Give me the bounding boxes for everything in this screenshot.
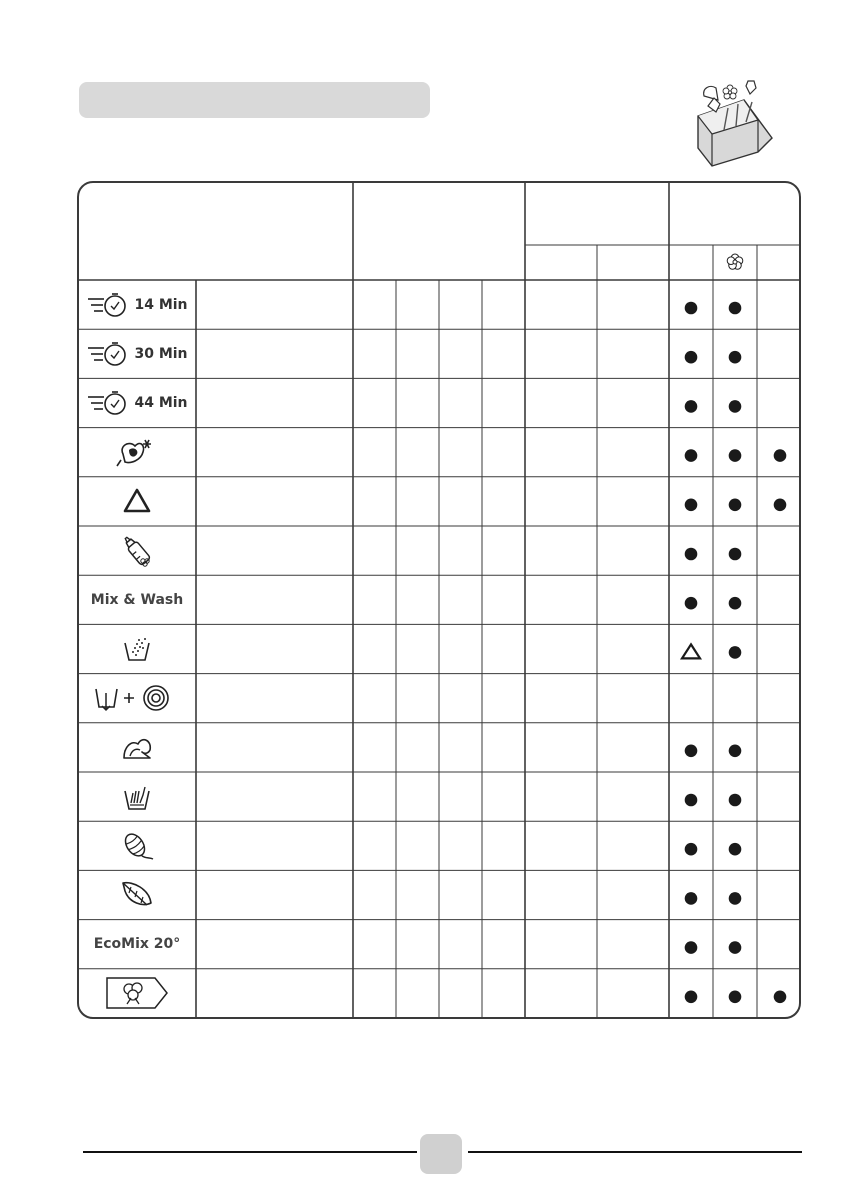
dosage-dot (729, 597, 742, 610)
dosage-dot (685, 794, 698, 807)
program-row-icon (79, 624, 195, 673)
program-row-icon (79, 920, 195, 969)
drain-spin-icon (92, 683, 182, 713)
dosage-dot (685, 745, 698, 758)
dosage-dot (729, 548, 742, 561)
quick-30-min-icon (86, 340, 130, 368)
quick-14-min-icon (86, 291, 130, 319)
dosage-dot (685, 351, 698, 364)
dosage-dot (729, 941, 742, 954)
program-row-icon (79, 870, 195, 919)
dosage-dot (729, 745, 742, 758)
dosage-dot (685, 941, 698, 954)
triangle-program-icon (122, 487, 152, 515)
detergent-drawer-icon (688, 78, 778, 170)
dosage-dot (729, 499, 742, 512)
page-number-tab (420, 1134, 462, 1174)
program-name-label: EcoMix 20° (93, 936, 181, 953)
program-row-icon (79, 674, 195, 723)
dosage-dot (685, 302, 698, 315)
program-row-icon (79, 477, 195, 526)
program-row-icon (79, 329, 195, 378)
program-row-icon (79, 969, 195, 1018)
dosage-dot (685, 892, 698, 905)
dosage-dot (685, 400, 698, 413)
program-row-icon (79, 723, 195, 772)
flower-icon (727, 254, 743, 269)
program-row-icon (79, 526, 195, 575)
program-duration-label: 14 Min (134, 296, 188, 313)
dosage-dot (729, 843, 742, 856)
feather-icon (119, 879, 155, 911)
dosage-dot (685, 499, 698, 512)
dosage-dot (685, 991, 698, 1004)
program-duration-label: 30 Min (134, 345, 188, 362)
program-row-icon (79, 280, 195, 329)
hand-wash-icon (122, 781, 152, 813)
wool-icon (119, 829, 155, 863)
cotton-eco-icon (105, 976, 169, 1010)
program-row-icon (79, 821, 195, 870)
dosage-dot (729, 794, 742, 807)
dosage-dot (774, 449, 787, 462)
footer-rule-right (468, 1151, 802, 1153)
program-row-icon (79, 428, 195, 477)
dosage-dot (729, 646, 742, 659)
section-title-bar (79, 82, 430, 118)
dosage-dot (729, 892, 742, 905)
dosage-dot (685, 597, 698, 610)
quick-44-min-icon (86, 389, 130, 417)
program-name-label: Mix & Wash (90, 591, 184, 608)
program-row-icon (79, 378, 195, 427)
baby-bottle-icon (121, 533, 153, 569)
program-duration-label: 44 Min (134, 394, 188, 411)
dosage-dot (685, 548, 698, 561)
program-table (77, 181, 801, 1019)
dosage-dot (729, 400, 742, 413)
dosage-dot (774, 499, 787, 512)
dosage-dot (729, 351, 742, 364)
stain-remover-icon (115, 436, 159, 468)
dosage-dot (685, 843, 698, 856)
dosage-dot (774, 991, 787, 1004)
dosage-dot (685, 449, 698, 462)
dosage-dot (729, 449, 742, 462)
dosage-dot (729, 991, 742, 1004)
dosage-dot (729, 302, 742, 315)
optional-dosage-triangle (682, 644, 700, 658)
rinse-icon (121, 635, 153, 663)
footer-rule-left (83, 1151, 417, 1153)
program-row-icon (79, 772, 195, 821)
delicates-icon (120, 732, 154, 762)
program-row-icon (79, 575, 195, 624)
